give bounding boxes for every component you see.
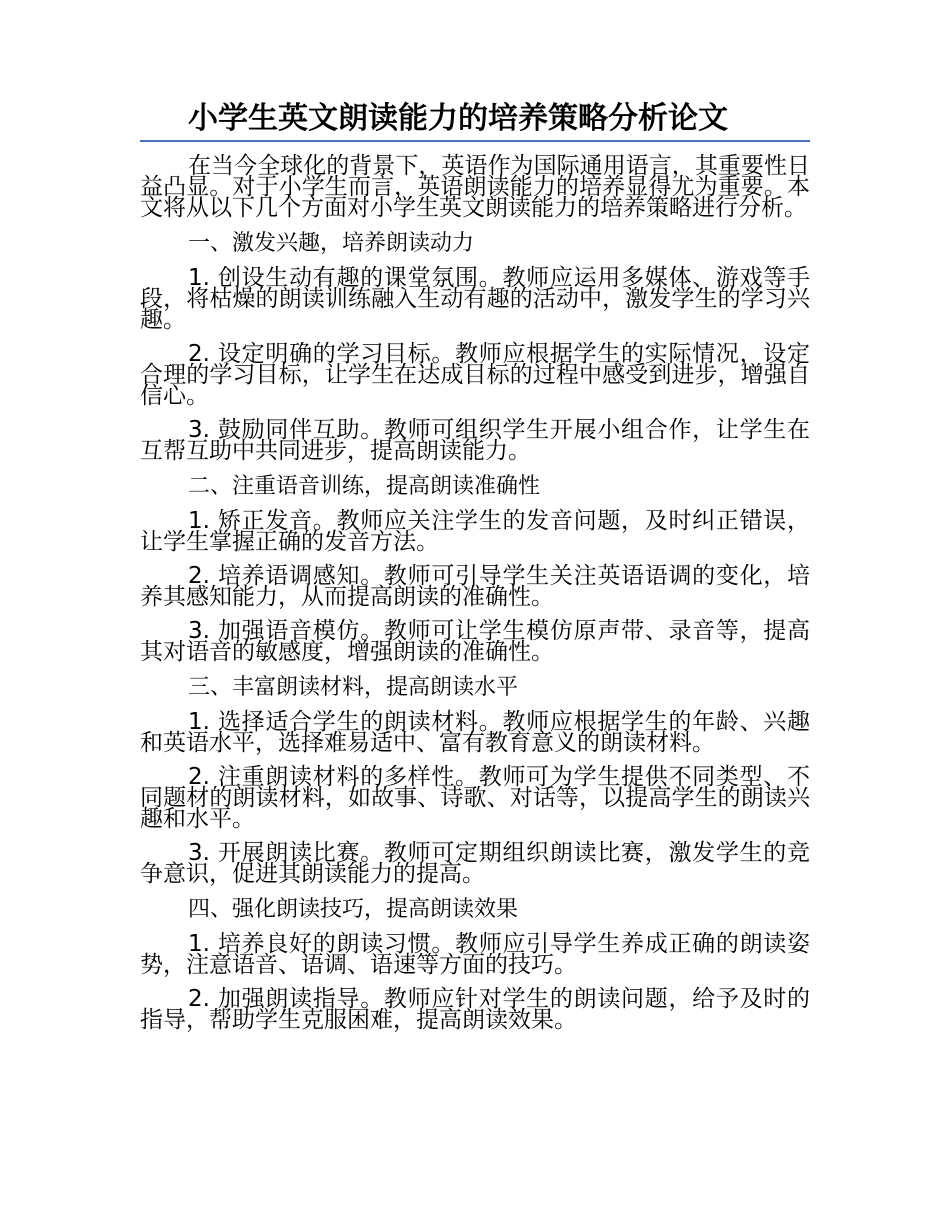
document-title: 小学生英文朗读能力的培养策略分析论文 (140, 100, 810, 142)
section-heading-4: 四、强化朗读技巧，提高朗读效果 (188, 897, 519, 922)
intro-paragraph: 在当今全球化的背景下，英语作为国际通用语言，其重要性日益凸显。对于小学生而言，英语朗读能力的培养显得尤为重要。本文将从以下几个方面对小学生英文朗读能力的培养策略进行分析。 (140, 153, 810, 221)
section-1-paragraph-3: 3. 鼓励同伴互助。教师可组织学生开展小组合作，让学生在互帮互助中共同进步，提高朗读能力。 (140, 417, 810, 464)
section-2-paragraph-3: 3. 加强语音模仿。教师可让学生模仿原声带、录音等，提高其对语音的敏感度，增强朗读的准确性。 (140, 618, 810, 665)
section-3-paragraph-2: 2. 注重朗读材料的多样性。教师可为学生提供不同类型、不同题材的朗读材料，如故事、诗歌、对话等，以提高学生的朗读兴趣和水平。 (140, 764, 810, 832)
document-body (140, 153, 810, 1033)
section-1-paragraph-1: 1. 创设生动有趣的课堂氛围。教师应运用多媒体、游戏等手段，将枯燥的朗读训练融入生动有趣的活动中，激发学生的学习兴趣。 (140, 265, 810, 333)
section-4-paragraph-1: 1. 培养良好的朗读习惯。教师应引导学生养成正确的朗读姿势，注意语音、语调、语速等方面的技巧。 (140, 931, 810, 978)
section-1-paragraph-2: 2. 设定明确的学习目标。教师应根据学生的实际情况，设定合理的学习目标，让学生在达成目标的过程中感受到进步，增强自信心。 (140, 341, 810, 409)
section-2-paragraph-1: 1. 矫正发音。教师应关注学生的发音问题，及时纠正错误，让学生掌握正确的发音方法。 (140, 508, 810, 555)
section-heading-1: 一、激发兴趣，培养朗读动力 (188, 231, 475, 256)
section-heading-3: 三、丰富朗读材料，提高朗读水平 (188, 675, 519, 700)
section-2-paragraph-2: 2. 培养语调感知。教师可引导学生关注英语语调的变化，培养其感知能力，从而提高朗读的准确性。 (140, 563, 810, 610)
section-4-paragraph-2: 2. 加强朗读指导。教师应针对学生的朗读问题，给予及时的指导，帮助学生克服困难，提高朗读效果。 (140, 986, 810, 1033)
section-3-paragraph-1: 1. 选择适合学生的朗读材料。教师应根据学生的年龄、兴趣和英语水平，选择难易适中、富有教育意义的朗读材料。 (140, 709, 810, 756)
section-heading-2: 二、注重语音训练，提高朗读准确性 (188, 474, 541, 499)
document-page (140, 100, 810, 1044)
section-3-paragraph-3: 3. 开展朗读比赛。教师可定期组织朗读比赛，激发学生的竞争意识，促进其朗读能力的提高。 (140, 840, 810, 887)
